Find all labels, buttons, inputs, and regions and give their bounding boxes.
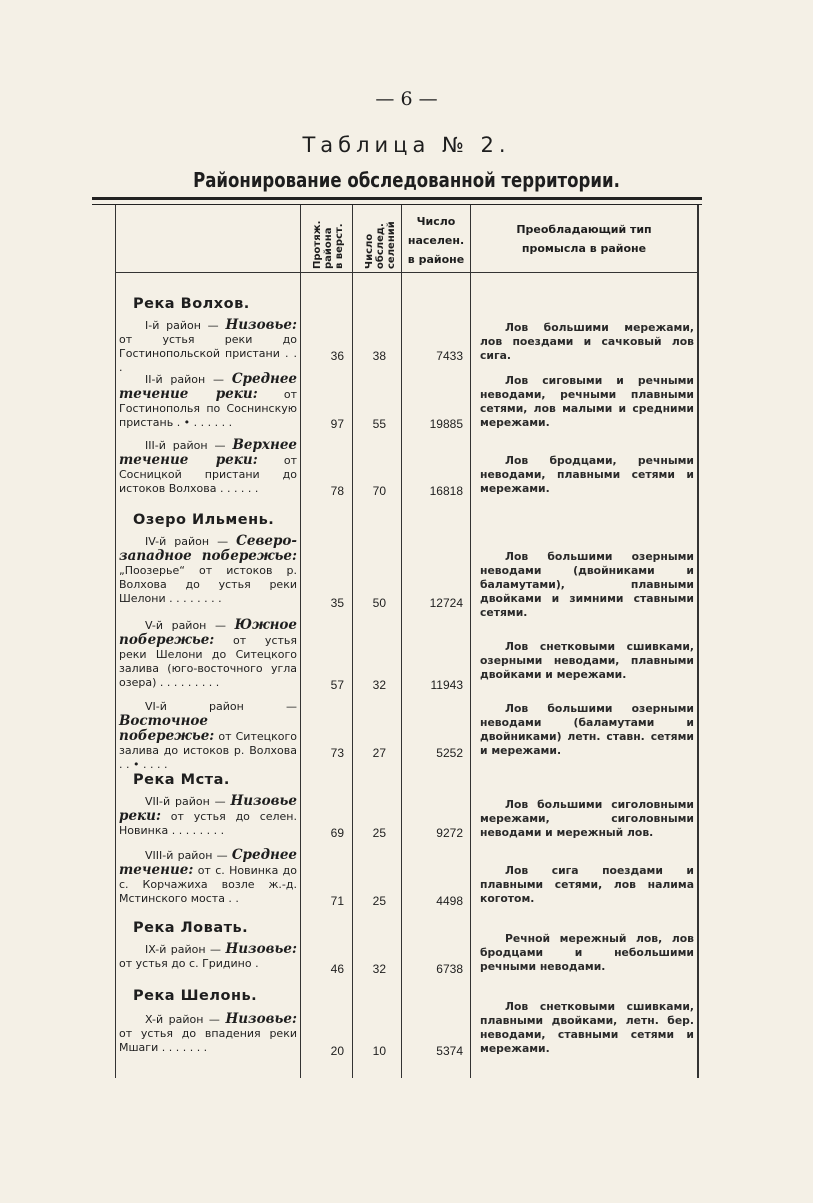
district-cell bbox=[119, 438, 297, 496]
header-fishing-type-line: Преобладающий тип bbox=[516, 223, 652, 236]
settlements-value: 25 bbox=[372, 826, 386, 840]
settlements-value: 10 bbox=[372, 1044, 386, 1058]
district-number: IV-й район — bbox=[145, 535, 237, 548]
header-length bbox=[304, 213, 352, 269]
population-value: 7433 bbox=[436, 349, 463, 363]
table-title: Таблица № 2. bbox=[302, 133, 511, 157]
header-length-line: Протяж. bbox=[311, 220, 323, 269]
header-length-line: в верст. bbox=[333, 223, 345, 269]
population-value: 9272 bbox=[436, 826, 463, 840]
district-cell bbox=[119, 318, 297, 375]
header-fishing-type bbox=[472, 220, 696, 258]
fishing-type-cell: Лов большими мережами, лов поездами и сачковый лов сига. bbox=[480, 321, 694, 362]
length-value: 36 bbox=[330, 349, 344, 363]
header-fishing-type-line: промысла в районе bbox=[521, 242, 647, 255]
fishing-type-cell: Лов большими сиголовными мережами, сиголовными неводами и мережный лов. bbox=[480, 798, 694, 839]
settlements-value: 25 bbox=[372, 894, 386, 908]
section-title: Река Шелонь. bbox=[133, 988, 258, 1004]
district-description: от Ситецкого залива до истоков р. Волхова . . • . . . . bbox=[119, 730, 297, 771]
column-rule bbox=[352, 205, 353, 1078]
district-name: Среднее течение: bbox=[119, 847, 297, 878]
district-number: X-й район — bbox=[145, 1013, 226, 1026]
length-value: 35 bbox=[330, 596, 344, 610]
section-title: Река Ловать. bbox=[133, 920, 249, 936]
district-name: Северо-западное побережье: bbox=[119, 533, 297, 564]
settlements-value: 27 bbox=[372, 746, 386, 760]
fishing-type-cell: Речной мережный лов, лов бродцами и небольшими речными неводами. bbox=[480, 932, 694, 973]
district-cell bbox=[119, 534, 297, 606]
district-name: Верхнее течение реки: bbox=[119, 437, 297, 468]
header-population-line: в районе bbox=[407, 253, 465, 266]
column-rule bbox=[300, 205, 301, 1078]
fishing-type-cell: Лов большими озерными неводами (двойниками и баламутами), плавными двойками и зимними ставными сетями. bbox=[480, 550, 694, 619]
district-number: III-й район — bbox=[145, 439, 233, 452]
population-value: 16818 bbox=[429, 484, 463, 498]
settlements-value: 32 bbox=[372, 962, 386, 976]
settlements-value: 70 bbox=[372, 484, 386, 498]
population-value: 11943 bbox=[430, 678, 463, 692]
header-settlements-line: Число bbox=[363, 233, 375, 269]
district-description: от устья реки Шелони до Ситецкого залива (юго-восточного угла озера) . . . . . . . . . bbox=[119, 634, 297, 689]
population-value: 5252 bbox=[436, 746, 463, 760]
length-value: 71 bbox=[330, 894, 344, 908]
population-value: 19885 bbox=[429, 417, 463, 431]
header-population-line: Число bbox=[416, 215, 456, 228]
fishing-type-cell: Лов бродцами, речными неводами, плавными сетями и мережами. bbox=[480, 454, 694, 495]
length-value: 69 bbox=[330, 826, 344, 840]
district-cell bbox=[119, 372, 297, 430]
settlements-value: 50 bbox=[372, 596, 386, 610]
district-description: от устья до селен. Новинка . . . . . . . . bbox=[119, 810, 297, 837]
length-value: 78 bbox=[330, 484, 344, 498]
settlements-value: 32 bbox=[372, 678, 386, 692]
district-cell bbox=[119, 794, 297, 838]
header-settlements-line: обслед. bbox=[374, 223, 386, 269]
column-rule bbox=[115, 205, 116, 1078]
district-number: VII-й район — bbox=[145, 795, 231, 808]
district-description: от устья до впадения реки Мшаги . . . . . . . bbox=[119, 1027, 297, 1054]
fishing-type-cell: Лов сиговыми и речными неводами, речными плавными сетями, лов малыми и средними мережами. bbox=[480, 374, 694, 429]
district-name: Низовье реки: bbox=[119, 793, 297, 824]
district-number: II-й район — bbox=[145, 373, 232, 386]
header-population bbox=[403, 212, 469, 269]
district-name: Низовье: bbox=[225, 1011, 297, 1027]
district-description: „Поозерье“ от истоков р. Волхова до устья реки Шелони . . . . . . . . bbox=[119, 564, 297, 605]
district-cell bbox=[119, 942, 297, 971]
header-length-line: района bbox=[322, 227, 334, 269]
population-value: 6738 bbox=[436, 962, 463, 976]
district-number: VIII-й район — bbox=[145, 849, 232, 862]
district-name: Восточное побережье: bbox=[119, 713, 215, 744]
column-rule bbox=[401, 205, 402, 1078]
settlements-value: 55 bbox=[372, 417, 386, 431]
population-value: 12724 bbox=[429, 596, 463, 610]
top-rule-thin bbox=[92, 204, 702, 205]
district-cell bbox=[119, 848, 297, 906]
section-title: Река Мста. bbox=[133, 772, 230, 788]
length-value: 73 bbox=[330, 746, 344, 760]
header-settlements-line: селений bbox=[385, 221, 397, 269]
header-rule bbox=[115, 272, 300, 273]
district-description: от устья до с. Гридино . bbox=[119, 957, 259, 970]
district-number: V-й район — bbox=[145, 619, 235, 632]
table-subtitle: Районирование обследованной территории. bbox=[193, 168, 620, 192]
district-description: от с. Новинка до с. Корчажиха возле ж.-д. Мстинского моста . . bbox=[119, 864, 297, 905]
district-description: от Сосницкой пристани до истоков Волхова . . . . . . bbox=[119, 454, 297, 495]
length-value: 97 bbox=[330, 417, 344, 431]
district-number: IX-й район — bbox=[145, 943, 226, 956]
settlements-value: 38 bbox=[372, 349, 386, 363]
district-name: Низовье: bbox=[225, 317, 297, 333]
section-title: Озеро Ильмень. bbox=[133, 512, 275, 528]
district-number: VI-й район — bbox=[145, 700, 297, 713]
district-cell bbox=[119, 700, 297, 772]
length-value: 46 bbox=[330, 962, 344, 976]
section-title: Река Волхов. bbox=[133, 296, 250, 312]
top-rule-thick bbox=[92, 197, 702, 200]
header-population-line: населен. bbox=[407, 234, 465, 247]
population-value: 5374 bbox=[436, 1044, 463, 1058]
district-description: от Гостинополья по Соснинскую пристань . • . . . . . . bbox=[119, 388, 297, 429]
district-name: Южное побережье: bbox=[119, 617, 297, 648]
fishing-type-cell: Лов большими озерными неводами (баламутами и двойниками) летн. ставн. сетями и мережами. bbox=[480, 702, 694, 757]
district-cell bbox=[119, 1012, 297, 1055]
length-value: 20 bbox=[330, 1044, 344, 1058]
fishing-type-cell: Лов сига поездами и плавными сетями, лов налима коготом. bbox=[480, 864, 694, 905]
district-name: Среднее течение реки: bbox=[119, 371, 297, 402]
page-number: — 6 — bbox=[0, 88, 813, 110]
fishing-type-cell: Лов снетковыми сшивками, плавными двойками, летн. бер. неводами, ставными сетями и мережами. bbox=[480, 1000, 694, 1055]
header-settlements bbox=[356, 213, 404, 269]
fishing-type-cell: Лов снетковыми сшивками, озерными неводами, плавными двойками и мережами. bbox=[480, 640, 694, 681]
column-rule bbox=[470, 205, 471, 1078]
district-cell bbox=[119, 618, 297, 690]
column-rule bbox=[697, 205, 699, 1078]
district-name: Низовье: bbox=[225, 941, 297, 957]
district-description: от устья реки до Гостинопольской пристани . . . bbox=[119, 333, 297, 374]
header-rule bbox=[300, 272, 698, 273]
population-value: 4498 bbox=[436, 894, 463, 908]
length-value: 57 bbox=[330, 678, 344, 692]
district-number: I-й район — bbox=[145, 319, 226, 332]
